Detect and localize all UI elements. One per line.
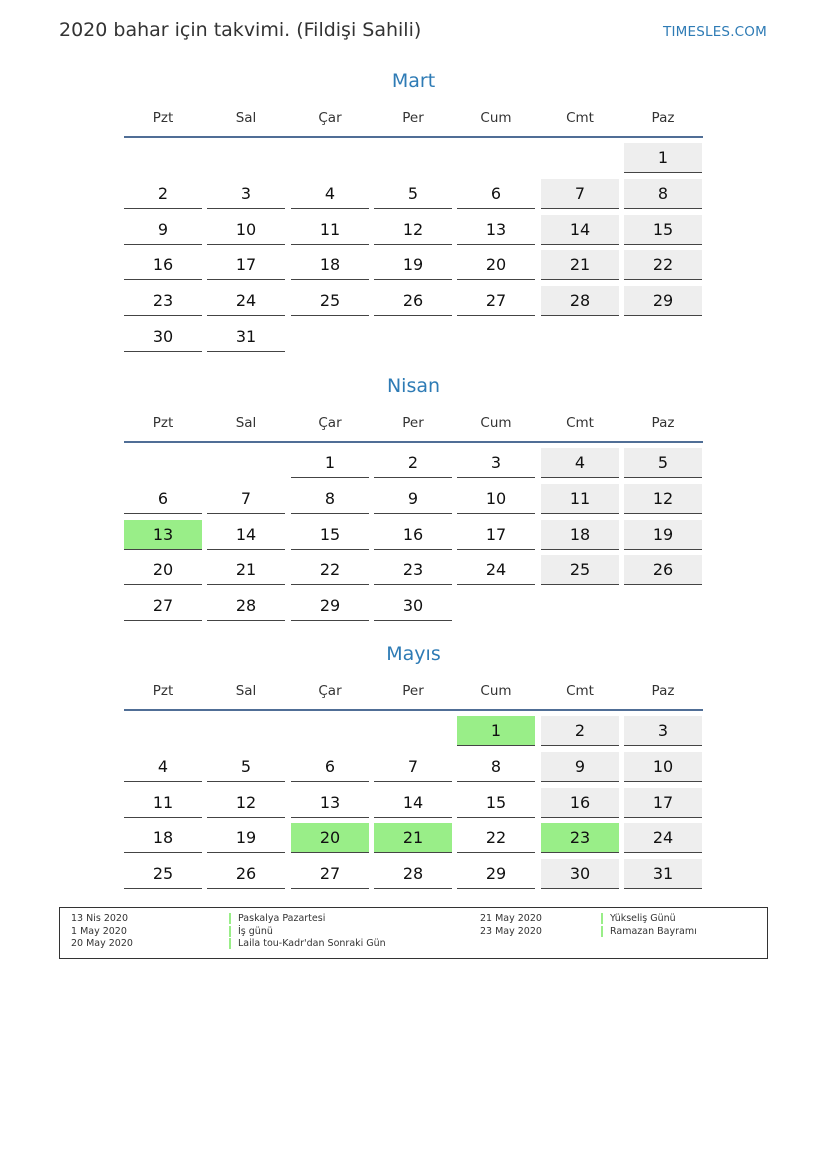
day-cell[interactable]: 10 xyxy=(207,215,285,245)
legend-holiday-name: Yükseliş Günü xyxy=(601,913,676,924)
day-cell[interactable]: 24 xyxy=(457,555,535,585)
month-header-rule xyxy=(124,441,703,443)
day-cell[interactable]: 23 xyxy=(124,286,202,316)
day-cell[interactable]: 11 xyxy=(291,215,369,245)
day-cell[interactable]: 14 xyxy=(374,788,452,818)
holiday-day-cell[interactable]: 13 xyxy=(124,520,202,550)
day-cell[interactable]: 5 xyxy=(624,448,702,478)
legend-date: 20 May 2020 xyxy=(71,938,133,949)
day-cell[interactable]: 17 xyxy=(624,788,702,818)
day-cell[interactable]: 22 xyxy=(624,250,702,280)
day-cell[interactable]: 29 xyxy=(457,859,535,889)
weekday-label: Çar xyxy=(318,415,342,431)
day-cell[interactable]: 31 xyxy=(207,322,285,352)
weekday-label: Pzt xyxy=(152,415,174,431)
day-cell[interactable]: 11 xyxy=(124,788,202,818)
day-cell[interactable]: 5 xyxy=(207,752,285,782)
day-cell[interactable]: 19 xyxy=(207,823,285,853)
day-cell[interactable]: 3 xyxy=(457,448,535,478)
weekday-label: Sal xyxy=(235,683,257,699)
day-cell[interactable]: 15 xyxy=(457,788,535,818)
day-cell[interactable]: 14 xyxy=(541,215,619,245)
weekday-label: Paz xyxy=(651,110,675,126)
day-cell[interactable]: 23 xyxy=(374,555,452,585)
day-cell[interactable]: 31 xyxy=(624,859,702,889)
holiday-day-cell[interactable]: 21 xyxy=(374,823,452,853)
day-cell[interactable]: 6 xyxy=(291,752,369,782)
day-cell[interactable]: 25 xyxy=(124,859,202,889)
day-cell[interactable]: 27 xyxy=(124,591,202,621)
day-cell[interactable]: 30 xyxy=(374,591,452,621)
weekday-label: Cmt xyxy=(566,683,594,699)
day-cell[interactable]: 1 xyxy=(624,143,702,173)
day-cell[interactable]: 24 xyxy=(624,823,702,853)
day-cell[interactable]: 16 xyxy=(374,520,452,550)
weekday-label: Cum xyxy=(480,683,512,699)
legend-date: 21 May 2020 xyxy=(480,913,542,924)
day-cell[interactable]: 2 xyxy=(374,448,452,478)
weekday-label: Paz xyxy=(651,415,675,431)
weekday-label: Cum xyxy=(480,110,512,126)
day-cell[interactable]: 2 xyxy=(124,179,202,209)
day-cell[interactable]: 13 xyxy=(457,215,535,245)
day-cell[interactable]: 8 xyxy=(291,484,369,514)
day-cell[interactable]: 9 xyxy=(374,484,452,514)
holiday-day-cell[interactable]: 1 xyxy=(457,716,535,746)
weekday-label: Paz xyxy=(651,683,675,699)
day-cell[interactable]: 6 xyxy=(124,484,202,514)
day-cell[interactable]: 25 xyxy=(291,286,369,316)
day-cell[interactable]: 27 xyxy=(457,286,535,316)
weekday-label: Çar xyxy=(318,110,342,126)
day-cell[interactable]: 10 xyxy=(624,752,702,782)
day-cell[interactable]: 22 xyxy=(291,555,369,585)
month-title: Mayıs xyxy=(386,643,441,665)
weekday-label: Cum xyxy=(480,415,512,431)
month-header-rule xyxy=(124,136,703,138)
day-cell[interactable]: 8 xyxy=(624,179,702,209)
month-title: Nisan xyxy=(386,375,441,397)
day-cell[interactable]: 11 xyxy=(541,484,619,514)
weekday-label: Cmt xyxy=(566,415,594,431)
weekday-label: Per xyxy=(402,110,424,126)
page-title: 2020 bahar için takvimi. (Fildişi Sahili) xyxy=(59,19,422,41)
day-cell[interactable]: 26 xyxy=(207,859,285,889)
legend-date: 1 May 2020 xyxy=(71,925,127,937)
weekday-label: Pzt xyxy=(152,683,174,699)
day-cell[interactable]: 3 xyxy=(207,179,285,209)
day-cell[interactable]: 21 xyxy=(541,250,619,280)
day-cell[interactable]: 4 xyxy=(541,448,619,478)
day-cell[interactable]: 21 xyxy=(207,555,285,585)
day-cell[interactable]: 24 xyxy=(207,286,285,316)
month-header-rule xyxy=(124,709,703,711)
weekday-label: Pzt xyxy=(152,110,174,126)
day-cell[interactable]: 19 xyxy=(624,520,702,550)
day-cell[interactable]: 10 xyxy=(457,484,535,514)
day-cell[interactable]: 29 xyxy=(291,591,369,621)
day-cell[interactable]: 28 xyxy=(541,286,619,316)
day-cell[interactable]: 18 xyxy=(541,520,619,550)
day-cell[interactable]: 16 xyxy=(124,250,202,280)
day-cell[interactable]: 16 xyxy=(541,788,619,818)
legend-holiday-name: Laila tou-Kadr'dan Sonraki Gün xyxy=(229,938,386,949)
day-cell[interactable]: 1 xyxy=(291,448,369,478)
weekday-label: Per xyxy=(402,415,424,431)
legend-holiday-name: İş günü xyxy=(229,926,273,937)
legend-date: 23 May 2020 xyxy=(480,925,542,937)
weekday-label: Sal xyxy=(235,110,257,126)
day-cell[interactable]: 17 xyxy=(457,520,535,550)
day-cell[interactable]: 19 xyxy=(374,250,452,280)
day-cell[interactable]: 17 xyxy=(207,250,285,280)
day-cell[interactable]: 6 xyxy=(457,179,535,209)
day-cell[interactable]: 5 xyxy=(374,179,452,209)
weekday-label: Çar xyxy=(318,683,342,699)
weekday-label: Cmt xyxy=(566,110,594,126)
day-cell[interactable]: 2 xyxy=(541,716,619,746)
holiday-legend xyxy=(59,907,768,959)
day-cell[interactable]: 14 xyxy=(207,520,285,550)
day-cell[interactable]: 28 xyxy=(207,591,285,621)
day-cell[interactable]: 26 xyxy=(624,555,702,585)
day-cell[interactable]: 4 xyxy=(124,752,202,782)
legend-date: 13 Nis 2020 xyxy=(71,913,128,924)
day-cell[interactable]: 12 xyxy=(374,215,452,245)
day-cell[interactable]: 18 xyxy=(291,250,369,280)
day-cell[interactable]: 27 xyxy=(291,859,369,889)
legend-holiday-name: Ramazan Bayramı xyxy=(601,926,697,937)
day-cell[interactable]: 30 xyxy=(124,322,202,352)
day-cell[interactable]: 9 xyxy=(541,752,619,782)
day-cell[interactable]: 26 xyxy=(374,286,452,316)
weekday-label: Sal xyxy=(235,415,257,431)
day-cell[interactable]: 9 xyxy=(124,215,202,245)
month-title: Mart xyxy=(391,70,436,92)
day-cell[interactable]: 18 xyxy=(124,823,202,853)
weekday-label: Per xyxy=(402,683,424,699)
brand-link[interactable]: TIMESLES.COM xyxy=(663,24,767,40)
day-cell[interactable]: 12 xyxy=(624,484,702,514)
day-cell[interactable]: 20 xyxy=(124,555,202,585)
holiday-day-cell[interactable]: 20 xyxy=(291,823,369,853)
day-cell[interactable]: 20 xyxy=(457,250,535,280)
day-cell[interactable]: 29 xyxy=(624,286,702,316)
day-cell[interactable]: 8 xyxy=(457,752,535,782)
day-cell[interactable]: 28 xyxy=(374,859,452,889)
day-cell[interactable]: 12 xyxy=(207,788,285,818)
day-cell[interactable]: 7 xyxy=(374,752,452,782)
day-cell[interactable]: 3 xyxy=(624,716,702,746)
day-cell[interactable]: 30 xyxy=(541,859,619,889)
legend-holiday-name: Paskalya Pazartesi xyxy=(229,913,325,924)
day-cell[interactable]: 4 xyxy=(291,179,369,209)
day-cell[interactable]: 7 xyxy=(541,179,619,209)
day-cell[interactable]: 22 xyxy=(457,823,535,853)
day-cell[interactable]: 7 xyxy=(207,484,285,514)
day-cell[interactable]: 13 xyxy=(291,788,369,818)
day-cell[interactable]: 15 xyxy=(624,215,702,245)
day-cell[interactable]: 25 xyxy=(541,555,619,585)
day-cell[interactable]: 15 xyxy=(291,520,369,550)
holiday-day-cell[interactable]: 23 xyxy=(541,823,619,853)
